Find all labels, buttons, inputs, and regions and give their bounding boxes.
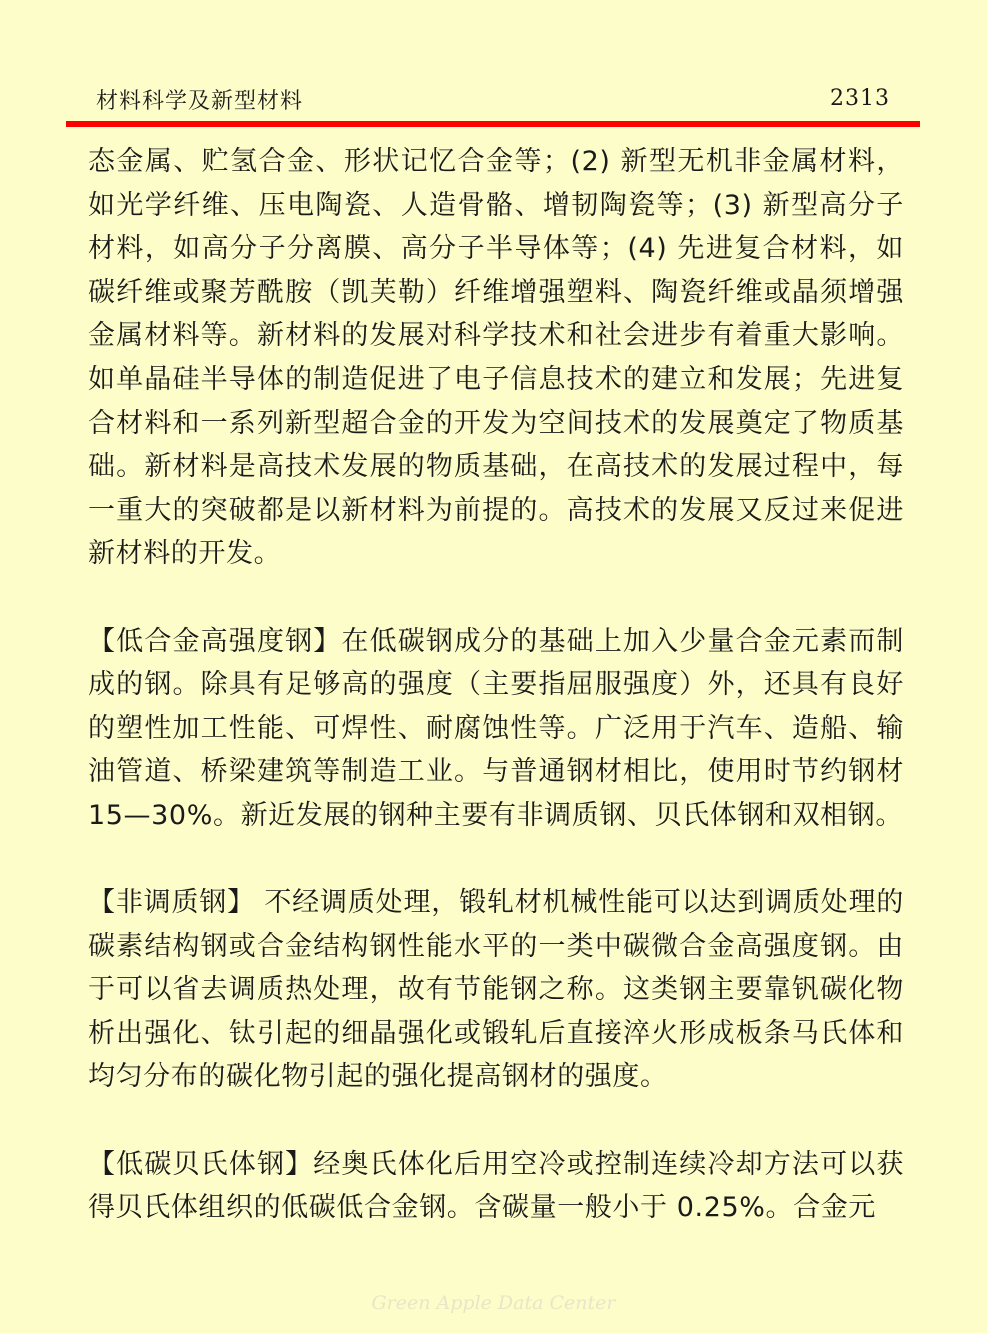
paragraph-continuation (88, 140, 904, 576)
paragraph-gap (88, 576, 904, 620)
page-header (88, 84, 898, 118)
entry-non-quenched-tempered-steel (88, 881, 904, 1099)
entry-text: 不经调质处理，锻轧材机械性能可以达到调质处理的碳素结构钢或合金结构钢性能水平的一类中碳微合金高强度钢。由于可以省去调质热处理，故有节能钢之称。这类钢主要靠钒碳化物析出强化、钛引起的细晶强化或锻轧后直接淬火形成板条马氏体和均匀分布的碳化物引起的强化提高钢材的强度。 (88, 887, 904, 1093)
paragraph-gap (88, 838, 904, 882)
page-number: 2313 (830, 86, 890, 111)
entry-low-carbon-bainitic-steel (88, 1143, 904, 1230)
entry-term: 【非调质钢】 (88, 887, 255, 919)
watermark: Green Apple Data Center (371, 1292, 616, 1314)
paragraph-gap (88, 1099, 904, 1143)
entry-text: 在低碳钢成分的基础上加入少量合金元素而制成的钢。除具有足够高的强度（主要指屈服强度）外，还具有良好的塑性加工性能、可焊性、耐腐蚀性等。广泛用于汽车、造船、输油管道、桥梁建筑等制造工业。与普通钢材相比，使用时节约钢材 15—30%。新近发展的钢种主要有非调质钢、贝氏体钢和双相钢。 (88, 625, 905, 831)
running-title: 材料科学及新型材料 (96, 89, 304, 114)
body-text (88, 140, 904, 1230)
header-rule (66, 121, 920, 127)
entry-term: 【低合金高强度钢】 (88, 625, 342, 657)
entry-term: 【低碳贝氏体钢】 (88, 1148, 314, 1180)
entry-text: 经奥氏体化后用空冷或控制连续冷却方法可以获得贝氏体组织的低碳低合金钢。含碳量一般小于 0.25%。合金元 (88, 1148, 904, 1224)
entry-text: 态金属、贮氢合金、形状记忆合金等；(2) 新型无机非金属材料，如光学纤维、压电陶瓷、人造骨骼、增韧陶瓷等；(3) 新型高分子材料，如高分子分离膜、高分子半导体等；(4) 先进复合材料，如碳纤维或聚芳酰胺（凯芙勒）纤维增强塑料、陶瓷纤维或晶须增强金属材料等。新材料的发展对科学技术和社会进步有着重大影响。如单晶硅半导体的制造促进了电子信息技术的建立和发展；先进复合材料和一系列新型超合金的开发为空间技术的发展奠定了物质基础。新材料是高技术发展的物质基础，在高技术的发展过程中，每一重大的突破都是以新材料为前提的。高技术的发展又反过来促进新材料的开发。 (88, 146, 904, 570)
entry-low-alloy-high-strength-steel (88, 620, 904, 838)
